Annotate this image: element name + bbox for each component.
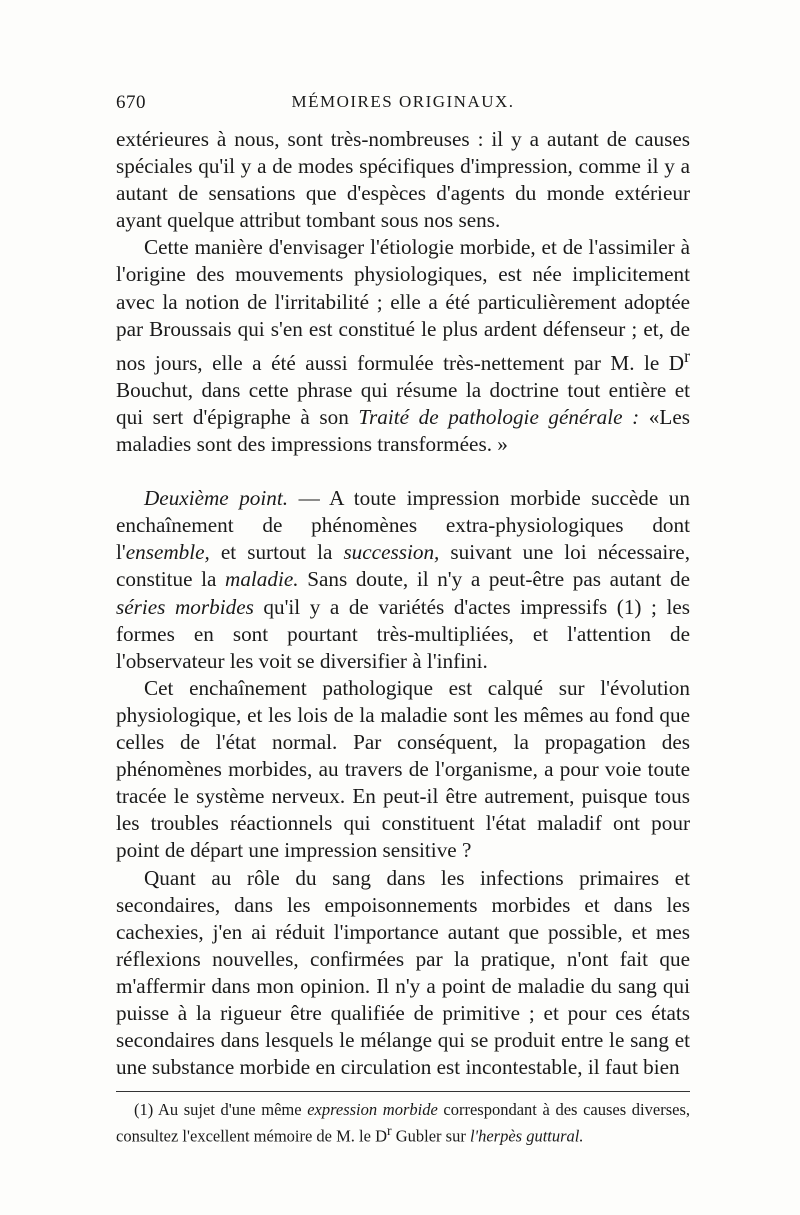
body-text — [116, 126, 690, 1081]
paragraph-5: Quant au rôle du sang dans les infections primaires et secondaires, dans les empoisonnements morbides et dans les cachexies, j'en ai réduit l'importance autant que possible, et mes réflexions nouvelles, confirmées par la pratique, n'ont fait que m'affermir dans mon opinion. Il n'y a point de maladie du sang qui puisse à la rigueur être qualifiée de primitive ; et pour ces états secondaires dans lesquels le mélange qui se produit entre le sang et une substance morbide en circulation est incontestable, il faut bien — [116, 865, 690, 1080]
italic-ensemble: ensemble, — [125, 540, 210, 565]
footnote-italic-expression: expression morbide — [307, 1100, 438, 1120]
paragraph-3-text-b: et surtout la — [209, 540, 344, 565]
paragraph-3-text-e: qu'il y a de variétés d'actes impressifs (1) ; les formes en sont pourtant très-multipliées, et l'attention de l'observateur les voit se diversifier à l'infini. — [116, 594, 691, 673]
footnote — [116, 1100, 690, 1147]
paragraph-3-text-a: — A toute impression morbide succède un enchaînement de phénomènes extra-physiologiques dont l' — [116, 486, 690, 565]
italic-succession: succession, — [343, 540, 440, 565]
italic-series-morbides: séries morbides — [116, 594, 254, 619]
page-number: 670 — [116, 92, 146, 113]
section-gap — [116, 458, 690, 485]
footnote-italic-herpes: l'herpès guttural. — [469, 1126, 584, 1146]
footnote-text-a: (1) Au sujet d'une même — [134, 1100, 308, 1120]
italic-maladie: maladie. — [225, 567, 299, 592]
footnote-text-c: Gubler sur — [391, 1126, 470, 1146]
paragraph-1: extérieures à nous, sont très-nombreuses : il y a autant de causes spéciales qu'il y a de modes spécifiques d'impression, comme il y a autant de sensations que d'espèces d'agents du monde extérieur ayant quelque attribut tombant sous nos sens. — [116, 127, 690, 233]
section-heading-deuxieme-point: Deuxième point. — [144, 486, 289, 511]
footnote-superscript: r — [387, 1122, 392, 1138]
paragraph-3 — [116, 485, 690, 675]
paragraph-2-text-a: Cette manière d'envisager l'étiologie morbide, et de l'assimiler à l'origine des mouvements physiologiques, est née implicitement avec la notion de l'irritabilité ; elle a été particulièrement adoptée par Broussais qui s'en est constitué le plus ardent défenseur ; et, de nos jours, elle a été aussi formulée très-nettement par M. le D — [116, 235, 690, 375]
paragraph-3-text-c: suivant une loi nécessaire, constitue la — [116, 540, 690, 592]
paragraph-2-text-c: «Les maladies sont des impressions transformées. » — [116, 405, 690, 457]
book-title-italic: Traité de pathologie générale : — [358, 405, 640, 429]
footnote-text-b: correspondant à des causes diverses, consultez l'excellent mémoire de M. le D — [116, 1100, 690, 1146]
paragraph-2 — [116, 234, 690, 458]
running-title: MÉMOIRES ORIGINAUX. — [291, 92, 515, 111]
paragraph-3-text-d: Sans doute, il n'y a peut-être pas autant de — [298, 567, 690, 592]
running-head — [116, 92, 690, 126]
paragraph-2-superscript: r — [684, 345, 690, 366]
paragraph-2-text-b: Bouchut, dans cette phrase qui résume la doctrine tout entière et qui sert d'épigraphe à son — [116, 377, 690, 429]
footnote-rule — [116, 1091, 690, 1092]
paragraph-4: Cet enchaînement pathologique est calqué sur l'évolution physiologique, et les lois de la maladie sont les mêmes au fond que celles de l'état normal. Par conséquent, la propagation des phénomènes morbides, au travers de l'organisme, a pour voie toute tracée le système nerveux. En peut-il être autrement, puisque tous les troubles réactionnels qui constituent l'état maladif ont pour point de départ une impression sensitive ? — [116, 675, 690, 863]
